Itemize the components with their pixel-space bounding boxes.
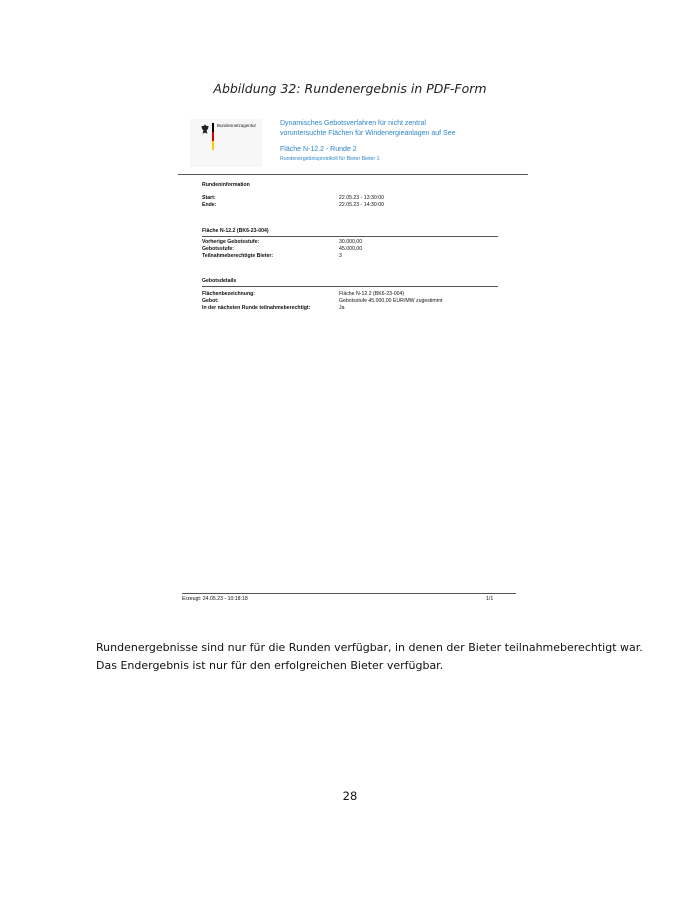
pdf-title: Dynamisches Gebotsverfahren für nicht zentral voruntersuchte Flächen für Windenergieanlagen auf See [280,120,456,137]
footer-divider [182,593,516,594]
generated-timestamp: Erzeugt: 24.05.23 - 10:18:18 [182,596,248,602]
body-line: Rundenergebnisse sind nur für die Runden verfügbar, in denen der Bieter teilnahmeberechtigt war. [96,641,643,654]
section-title-round-info: Rundeninformation [202,182,250,188]
body-paragraph [96,639,643,675]
pdf-subtitle: Fläche N-12.2 - Runde 2 [280,146,357,153]
pdf-page-count: 1/1 [486,596,494,602]
figure-caption: Abbildung 32: Rundenergebnis in PDF-Form [213,81,487,96]
page-number: 28 [342,789,358,803]
section-divider [202,236,498,237]
body-line: Das Endergebnis ist nur für den erfolgreichen Bieter verfügbar. [96,659,444,672]
eagle-icon [201,124,209,135]
section-title-area: Fläche N-12.2 (BK6-23-004) [202,228,269,234]
header-divider [178,174,528,175]
section-title-bid-details: Gebotsdetails [202,278,237,284]
flag-stripe-icon [212,123,214,150]
agency-name: Bundesnetzagentur [217,123,257,128]
section-divider [202,286,498,287]
pdf-protocol-name: Rundenergebnisprotokoll für Bieter Bieter 1 [280,156,380,162]
pdf-preview: Bundesnetzagentur Dynamisches Gebotsverfahren für nicht zentral voruntersuchte Flächen für Windenergieanlagen auf See Fläche N-12.2 - Runde 2 Rundenergebnisprotokoll für Bieter Bieter 1 Rundeninformation Start: 22.05.23 - 13:30:00 Ende: 22.05.23 - 14:30:00 Fläche N-12.2 (BK6-23-004) Vorherige Gebotsstufe: 30.000,00 Gebotsstufe: 45.000,00 Teilnahmeberechtigte Bieter: 3 Gebotsdetails Flächenbezeichnung: Fläche N-12.2 (BK6-23-004) Gebot: Gebotsstufe 45.000,00 EUR/MW zugestimmt In der nächsten Runde teilnahmeberechtigt: Ja Erzeugt: 24.05.23 - 10:18:18 1/1 [178,112,528,604]
